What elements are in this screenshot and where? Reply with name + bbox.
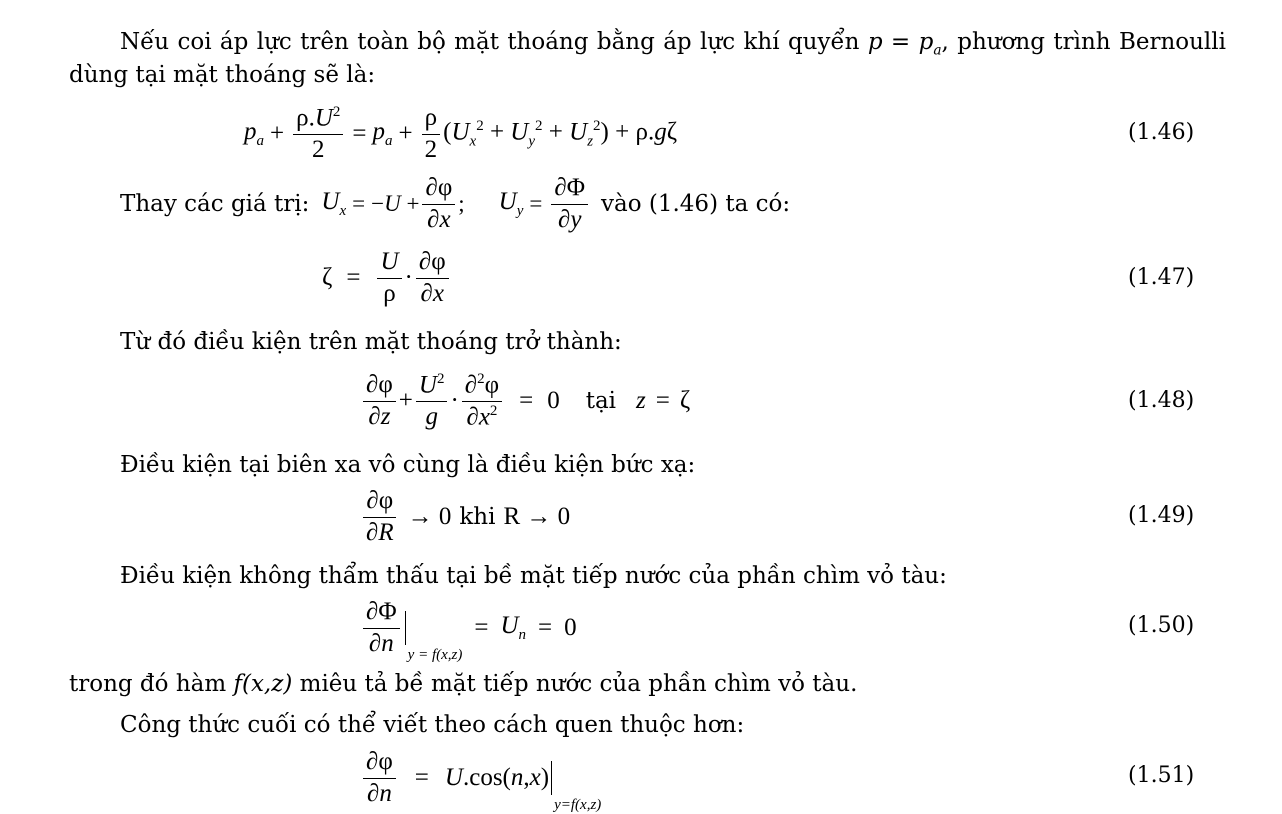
paragraph-1-rest: , phương trình Bernoulli: [941, 29, 1227, 55]
equation-number-1-50: (1.50): [1128, 613, 1195, 638]
equation-number-1-49: (1.49): [1128, 503, 1195, 528]
equation-1-46: $p_a$ + $\frac{\rho.U^2}{2}$ = $p_a$ + $\frac{\rho}{2}$ $(U_x^2 + U_y^2 + U_z^2) + \rho.g\zeta$: [244, 104, 678, 163]
equation-number-1-48: (1.48): [1128, 388, 1195, 413]
paragraph-7: Công thức cuối có thể viết theo cách quen thuộc hơn:: [120, 712, 745, 738]
paragraph-2: Thay các giá trị: $U_x$ = −U + $\frac{\partial\varphi}{\partial x}$ ; $U_y$ = $\frac{\partial\Phi}{\partial y}$ vào (1.46) ta có:: [120, 174, 791, 233]
paragraph-6: trong đó hàm f(x,z) miêu tả bề mặt tiếp nước của phần chìm vỏ tàu.: [69, 671, 858, 697]
equation-1-51: $\frac{\partial\varphi}{\partial n}$ = U.cos(n,x) y=f(x,z): [360, 750, 601, 806]
equation-number-1-51: (1.51): [1128, 763, 1195, 788]
paragraph-5: Điều kiện không thẩm thấu tại bề mặt tiếp nước của phần chìm vỏ tàu:: [120, 563, 947, 589]
equation-1-47: ζ = $\frac{U}{\rho}$ · $\frac{\partial\varphi}{\partial x}$: [322, 250, 452, 306]
paragraph-1-math: $p = p_a$: [867, 29, 942, 59]
equation-1-49: $\frac{\partial\varphi}{\partial R}$ → 0 khi R → 0: [360, 489, 570, 545]
paragraph-4: Điều kiện tại biên xa vô cùng là điều kiện bức xạ:: [120, 452, 696, 478]
equation-number-1-46: (1.46): [1128, 120, 1195, 145]
paragraph-1-line-2: dùng tại mặt thoáng sẽ là:: [69, 62, 376, 88]
equation-1-48: $\frac{\partial\varphi}{\partial z}$ + $\frac{U^2}{g}$ · $\frac{\partial^2\varphi}{\partial x^2}$ = 0 tại z = ζ: [360, 372, 690, 430]
equation-number-1-47: (1.47): [1128, 265, 1195, 290]
paragraph-1-text: Nếu coi áp lực trên toàn bộ mặt thoáng bằng áp lực khí quyển: [120, 29, 860, 55]
paragraph-3: Từ đó điều kiện trên mặt thoáng trở thành:: [120, 329, 622, 355]
equation-1-50: $\frac{\partial\Phi}{\partial n}$ y = f(x,z) = $U_n$ = 0: [360, 600, 577, 656]
